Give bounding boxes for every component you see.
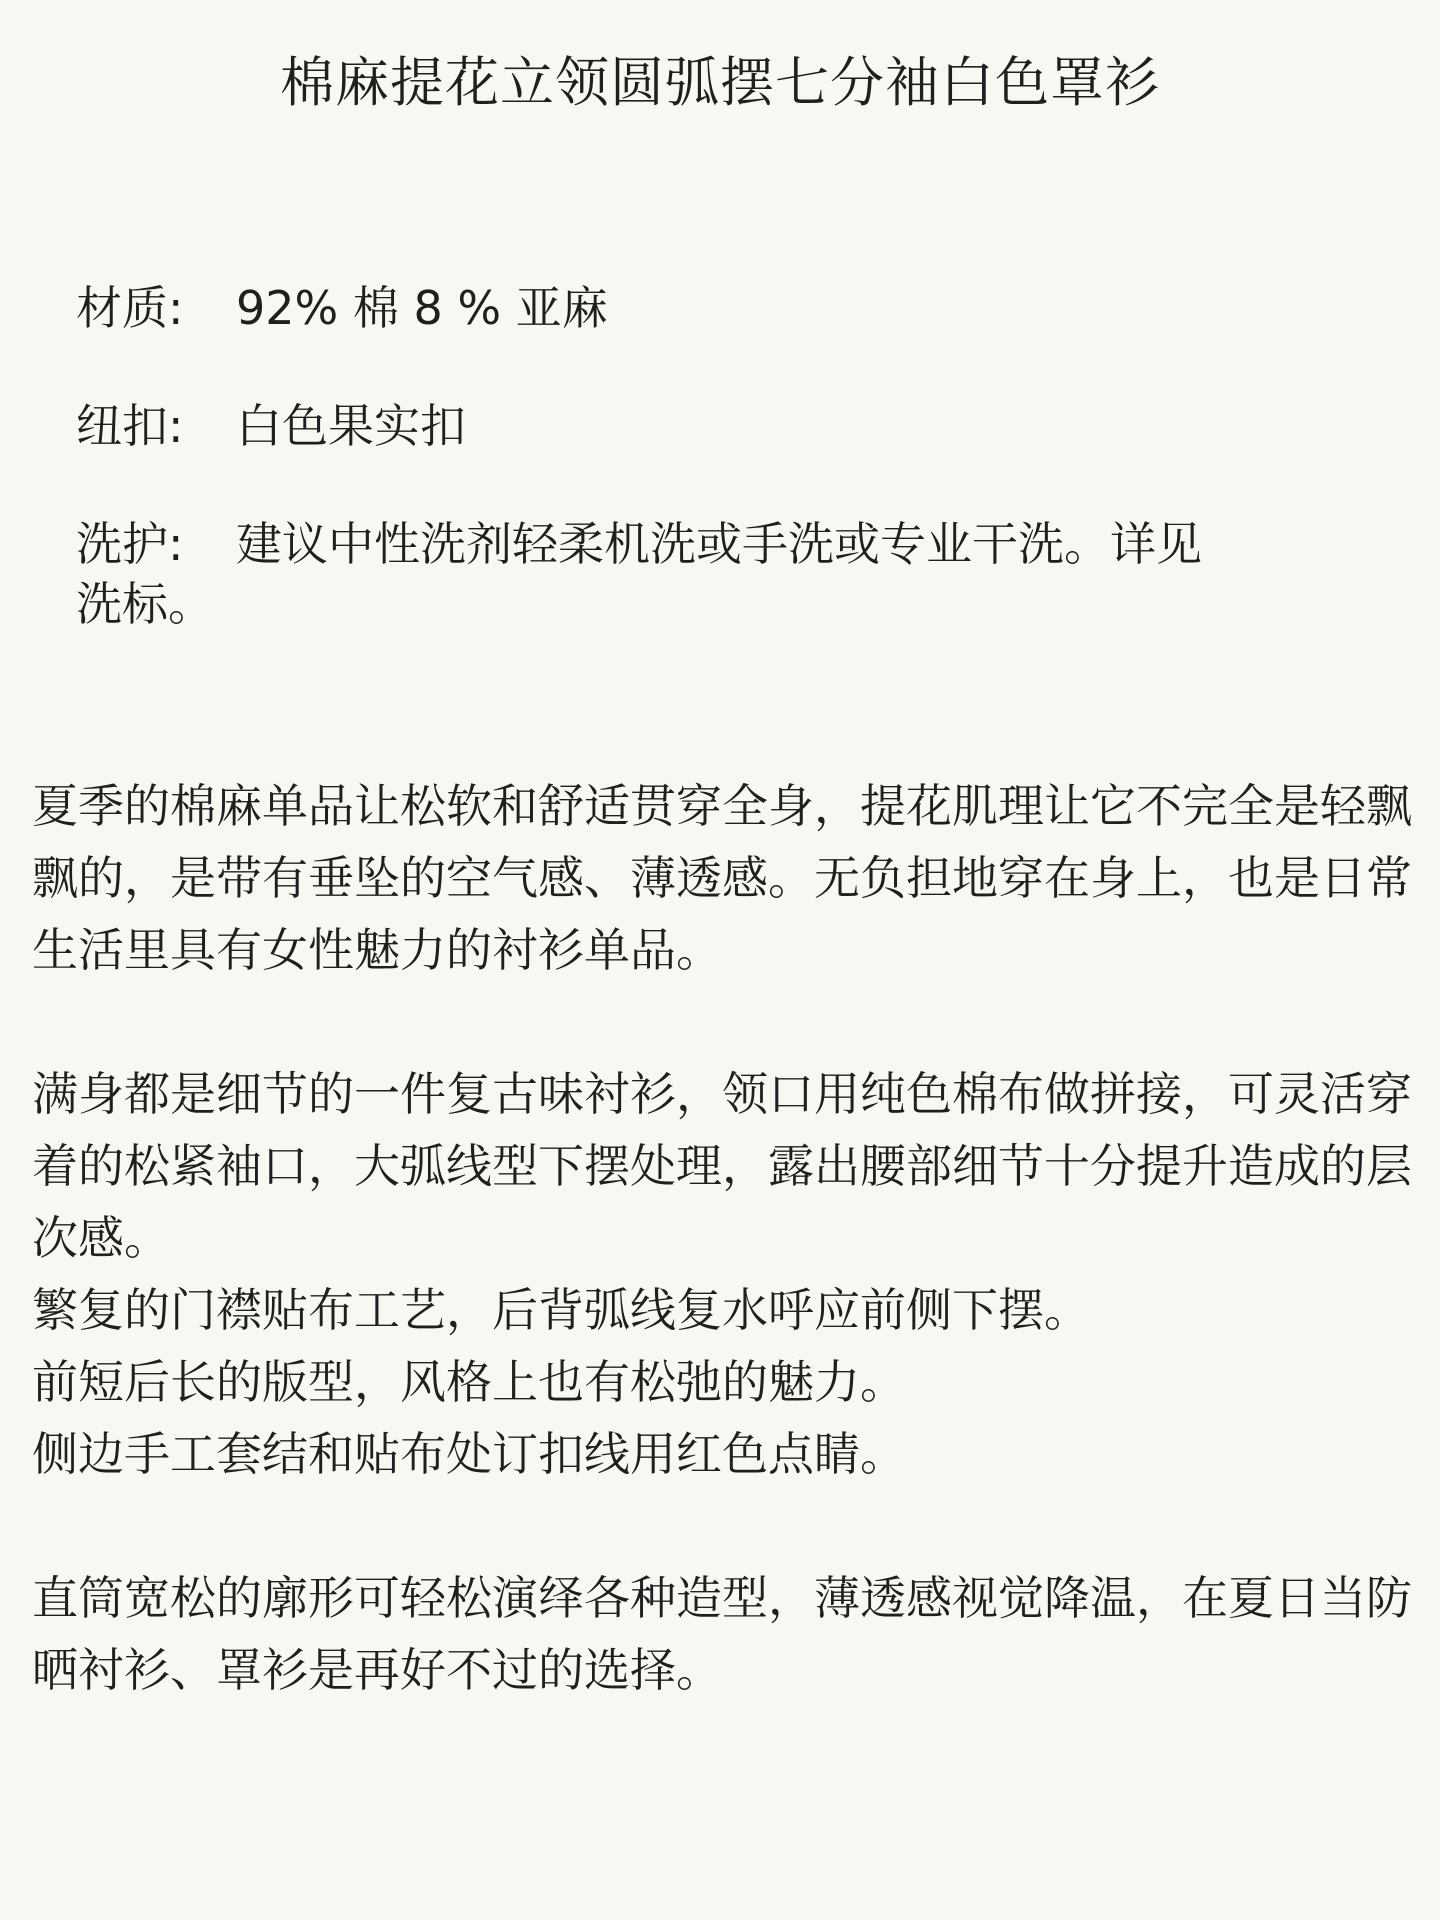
description-paragraph-3: 繁复的门襟贴布工艺，后背弧线复水呼应前侧下摆。 (32, 1283, 1090, 1337)
spec-button-value: 白色果实扣 (236, 399, 466, 453)
description-paragraph-1: 夏季的棉麻单品让松软和舒适贯穿全身，提花肌理让它不完全是轻飘飘的，是带有垂坠的空气感、薄透感。无负担地穿在身上，也是日常生活里具有女性魅力的衬衫单品。 (32, 779, 1412, 977)
paragraph-gap (32, 1490, 1412, 1562)
spec-button-label: 纽扣: (76, 399, 184, 453)
spec-button (76, 396, 1236, 456)
paragraph-gap (32, 986, 1412, 1058)
description-paragraph-6: 直筒宽松的廓形可轻松演绎各种造型，薄透感视觉降温，在夏日当防晒衬衫、罩衫是再好不过的选择。 (32, 1571, 1412, 1697)
spec-material-value: 92% 棉 8 % 亚麻 (236, 281, 608, 335)
spec-care-label: 洗护: (76, 517, 184, 571)
description-paragraph-4: 前短后长的版型，风格上也有松弛的魅力。 (32, 1355, 906, 1409)
spec-care (76, 514, 1236, 634)
page-title: 棉麻提花立领圆弧摆七分袖白色罩衫 (280, 51, 1160, 114)
product-description (32, 770, 1412, 1706)
spec-list (76, 278, 1236, 692)
description-paragraph-5: 侧边手工套结和贴布处订扣线用红色点睛。 (32, 1427, 906, 1481)
description-paragraph-2: 满身都是细节的一件复古味衬衫，领口用纯色棉布做拼接，可灵活穿着的松紧袖口，大弧线型下摆处理，露出腰部细节十分提升造成的层次感。 (32, 1067, 1412, 1265)
spec-material-label: 材质: (76, 281, 184, 335)
spec-care-value: 建议中性洗剂轻柔机洗或手洗或专业干洗。详见洗标。 (76, 517, 1202, 631)
spec-material (76, 278, 1236, 338)
